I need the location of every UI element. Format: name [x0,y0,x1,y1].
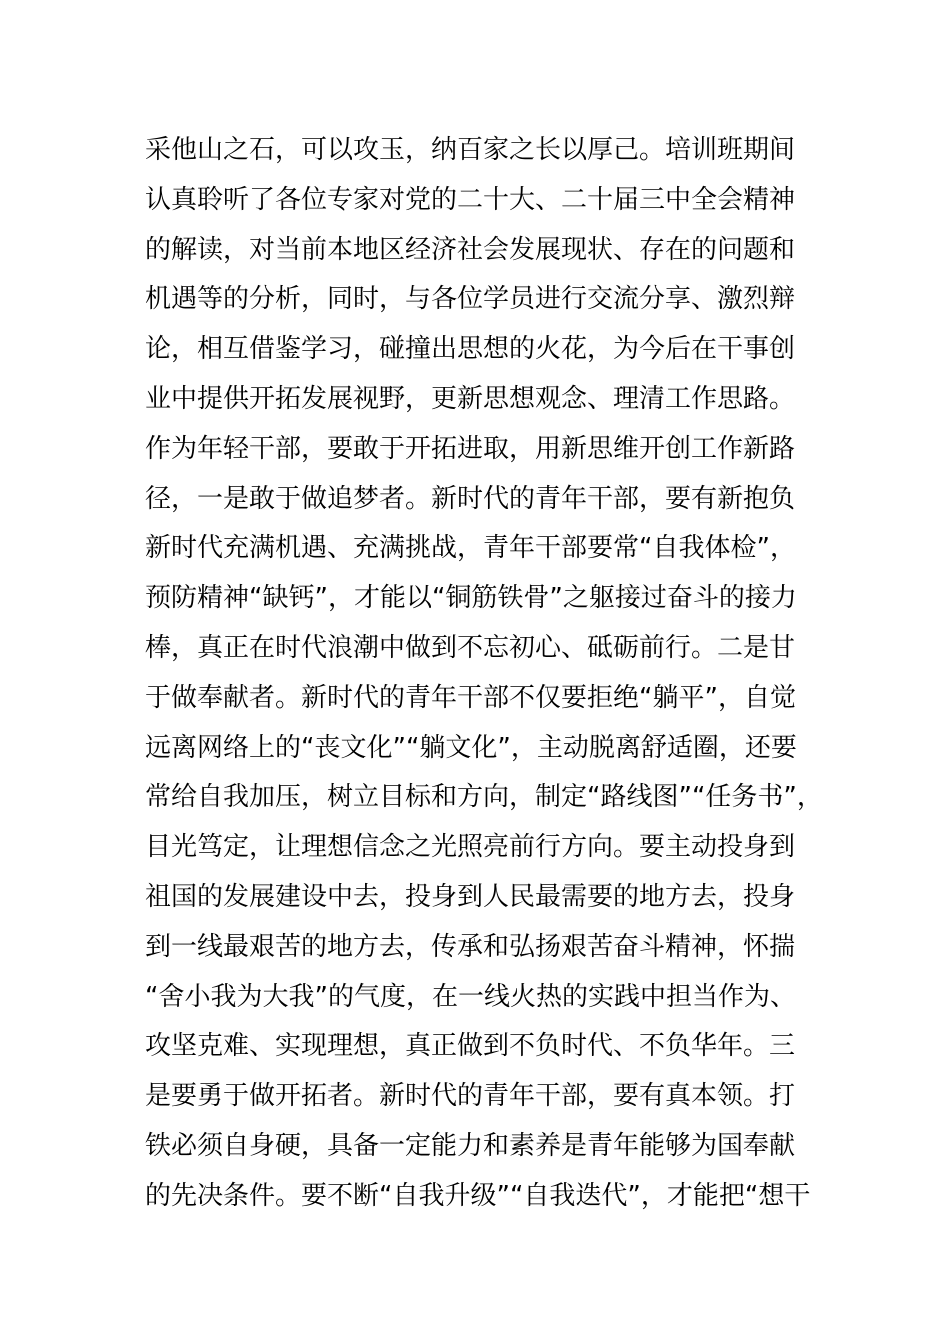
text-line-7: 作为年轻干部，要敢于开拓进取，用新思维开创工作新路 [145,433,796,464]
text-line-11: 棒，真正在时代浪潮中做到不忘初心、砥砺前行。二是甘 [145,632,796,663]
text-line-21: 铁必须自身硬，具备一定能力和素养是青年能够为国奉献 [145,1130,796,1161]
text-line-12: 于做奉献者。新时代的青年干部不仅要拒绝“躺平”，自觉 [145,682,796,713]
text-line-17: 到一线最艰苦的地方去，传承和弘扬艰苦奋斗精神，怀揣 [145,931,796,962]
text-line-20: 是要勇于做开拓者。新时代的青年干部，要有真本领。打 [145,1081,796,1112]
text-line-8: 径，一是敢于做追梦者。新时代的青年干部，要有新抱负 [145,483,796,514]
text-line-2: 认真聆听了各位专家对党的二十大、二十届三中全会精神 [145,184,796,215]
text-line-19: 攻坚克难、实现理想，真正做到不负时代、不负华年。三 [145,1031,796,1062]
text-line-18: “舍小我为大我”的气度，在一线火热的实践中担当作为、 [145,981,796,1012]
text-line-15: 目光笃定，让理想信念之光照亮前行方向。要主动投身到 [145,832,796,863]
text-line-13: 远离网络上的“丧文化”“躺文化”，主动脱离舒适圈，还要 [145,732,797,763]
text-line-6: 业中提供开拓发展视野，更新思想观念、理清工作思路。 [145,383,796,414]
text-line-14: 常给自我加压，树立目标和方向，制定“路线图”“任务书”， [145,782,823,813]
text-line-16: 祖国的发展建设中去，投身到人民最需要的地方去，投身 [145,881,796,912]
text-line-4: 机遇等的分析，同时，与各位学员进行交流分享、激烈辩 [145,284,796,315]
text-line-22: 的先决条件。要不断“自我升级”“自我迭代”，才能把“想干 [145,1180,811,1211]
text-line-9: 新时代充满机遇、充满挑战，青年干部要常“自我体检”， [145,533,796,564]
text-line-5: 论，相互借鉴学习，碰撞出思想的火花，为今后在干事创 [145,334,796,365]
text-line-3: 的解读，对当前本地区经济社会发展现状、存在的问题和 [145,234,796,265]
body-text [145,126,845,1222]
text-line-10: 预防精神“缺钙”，才能以“铜筋铁骨”之躯接过奋斗的接力 [145,583,797,614]
text-line-1: 采他山之石，可以攻玉，纳百家之长以厚己。培训班期间 [145,135,796,165]
